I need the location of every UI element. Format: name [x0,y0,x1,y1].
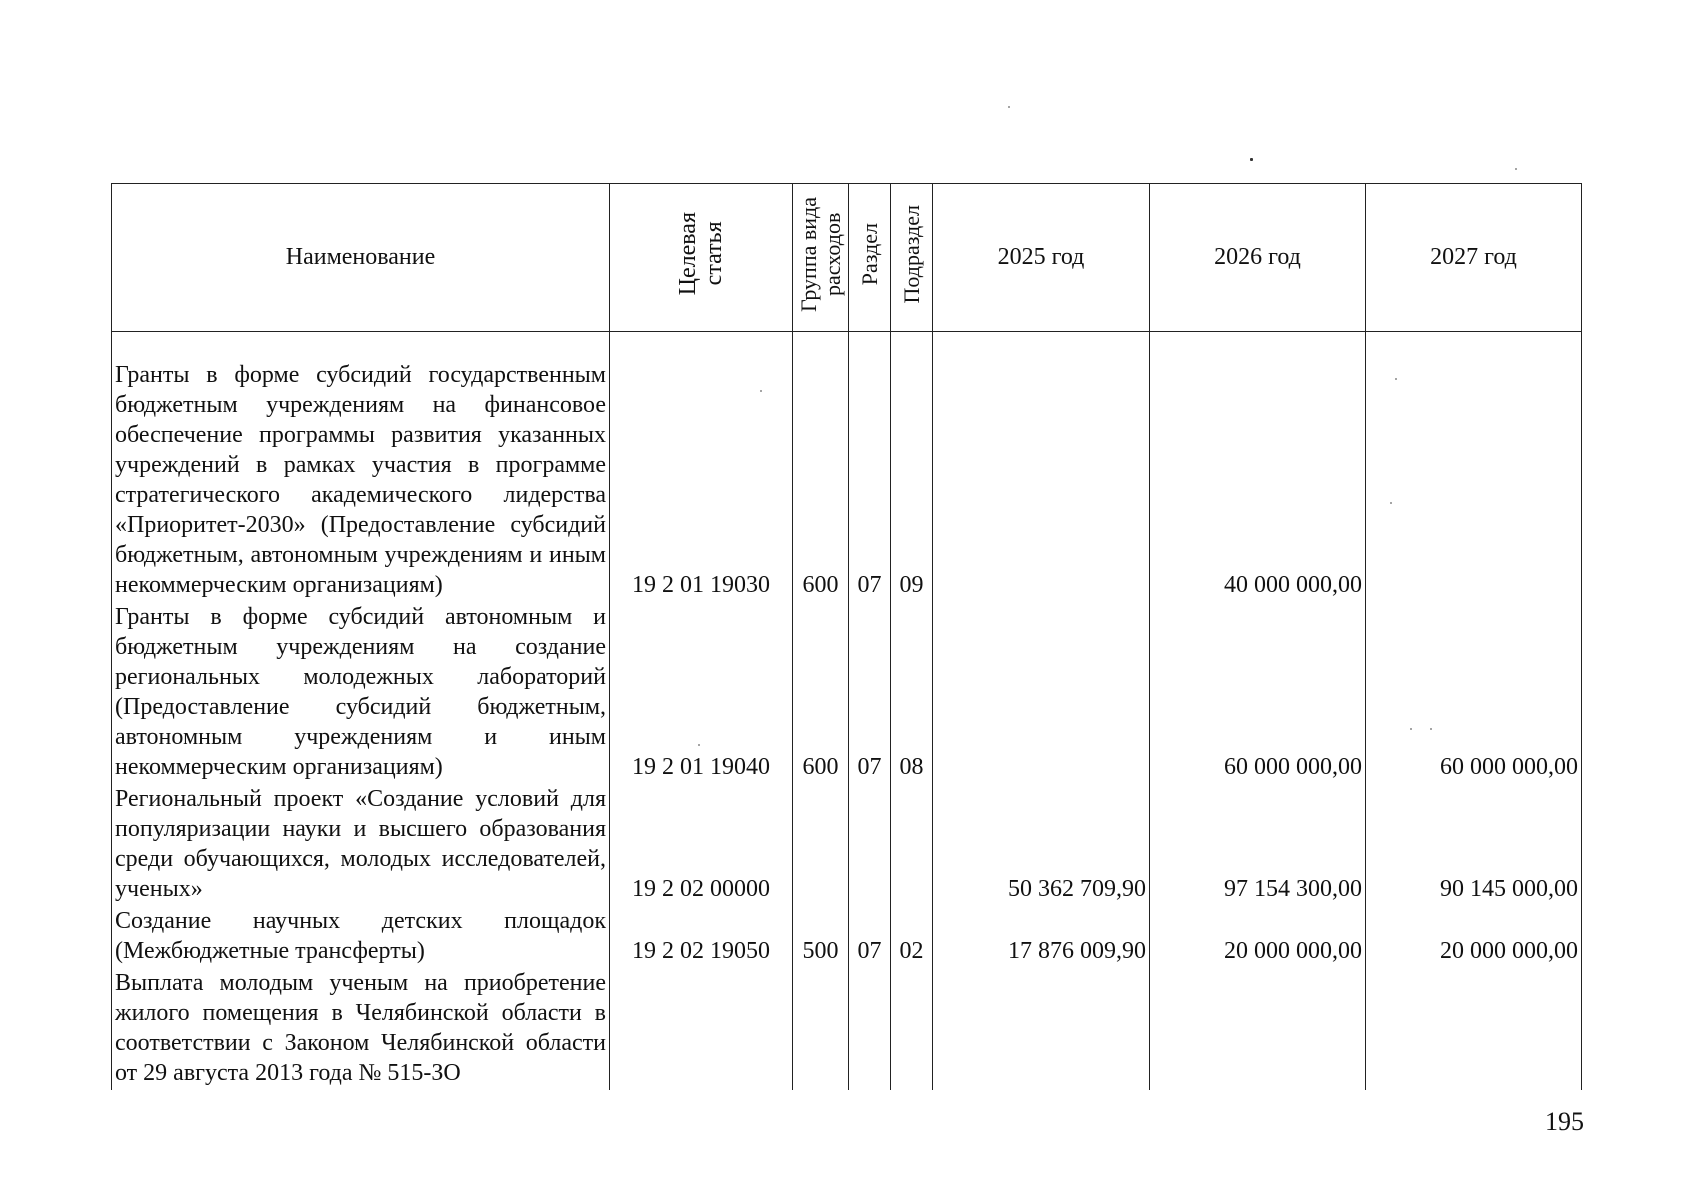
row-name: Региональный проект «Создание условий для популяризации науки и высшего образования среди обучающихся, молодых исследователей, ученых» [112,784,610,906]
row-2026: 40 000 000,00 [1150,332,1366,602]
row-2027: 20 000 000,00 [1366,906,1582,968]
row-2027: 60 000 000,00 [1366,602,1582,784]
header-year-2026: 2026 год [1150,184,1366,332]
scan-speck [1410,728,1412,730]
table-row [112,906,1582,968]
row-section: 07 [849,906,891,968]
row-subsection: 08 [891,602,933,784]
row-section: 07 [849,332,891,602]
header-target-article: Целевая статья [610,184,793,332]
header-subsection: Подраздел [891,184,933,332]
row-group [793,784,849,906]
row-2025 [933,332,1150,602]
header-year-2027: 2027 год [1366,184,1582,332]
row-section [849,968,891,1090]
row-group: 500 [793,906,849,968]
row-group: 600 [793,332,849,602]
row-2025: 50 362 709,90 [933,784,1150,906]
scan-speck [1250,158,1253,161]
scan-speck [1515,168,1517,170]
page-number: 195 [1545,1107,1584,1136]
table-header-row [112,184,1582,332]
row-2026: 60 000 000,00 [1150,602,1366,784]
row-name: Гранты в форме субсидий автономным и бюджетным учреждениям на создание региональных молодежных лабораторий (Предоставление субсидий бюджетным, автономным учреждениям и иным некоммерческим организациям) [112,602,610,784]
row-section: 07 [849,602,891,784]
row-subsection: 09 [891,332,933,602]
row-name: Выплата молодым ученым на приобретение жилого помещения в Челябинской области в соответствии с Законом Челябинской области от 29 августа 2013 года № 515-ЗО [112,968,610,1090]
row-name: Гранты в форме субсидий государственным бюджетным учреждениям на финансовое обеспечение программы развития указанных учреждений в рамках участия в программе стратегического академического лидерства «Приоритет-2030» (Предоставление субсидий бюджетным, автономным учреждениям и иным некоммерческим организациям) [112,332,610,602]
header-section: Раздел [849,184,891,332]
row-code: 19 2 02 19050 [610,906,793,968]
scan-speck [1008,106,1010,108]
scan-speck [1390,502,1392,504]
header-expense-group: Группа вида расходов [793,184,849,332]
row-section [849,784,891,906]
table-row [112,602,1582,784]
table-row [112,332,1582,602]
row-2026: 20 000 000,00 [1150,906,1366,968]
row-name: Создание научных детских площадок (Межбюджетные трансферты) [112,906,610,968]
scan-speck [1395,378,1397,380]
row-subsection: 02 [891,906,933,968]
table-row [112,968,1582,1090]
header-year-2025: 2025 год [933,184,1150,332]
row-code: 19 2 01 19040 [610,602,793,784]
row-2025 [933,602,1150,784]
row-group [793,968,849,1090]
table-row [112,784,1582,906]
row-2026 [1150,968,1366,1090]
scan-speck [760,390,762,392]
scan-speck [698,744,700,746]
row-subsection [891,784,933,906]
row-2027: 90 145 000,00 [1366,784,1582,906]
scan-speck [1430,728,1432,730]
row-2027 [1366,332,1582,602]
row-2026: 97 154 300,00 [1150,784,1366,906]
header-name: Наименование [112,184,610,332]
row-2025 [933,968,1150,1090]
row-2025: 17 876 009,90 [933,906,1150,968]
row-code [610,968,793,1090]
budget-table [111,183,1582,1090]
row-code: 19 2 02 00000 [610,784,793,906]
row-subsection [891,968,933,1090]
row-code: 19 2 01 19030 [610,332,793,602]
row-group: 600 [793,602,849,784]
row-2027 [1366,968,1582,1090]
